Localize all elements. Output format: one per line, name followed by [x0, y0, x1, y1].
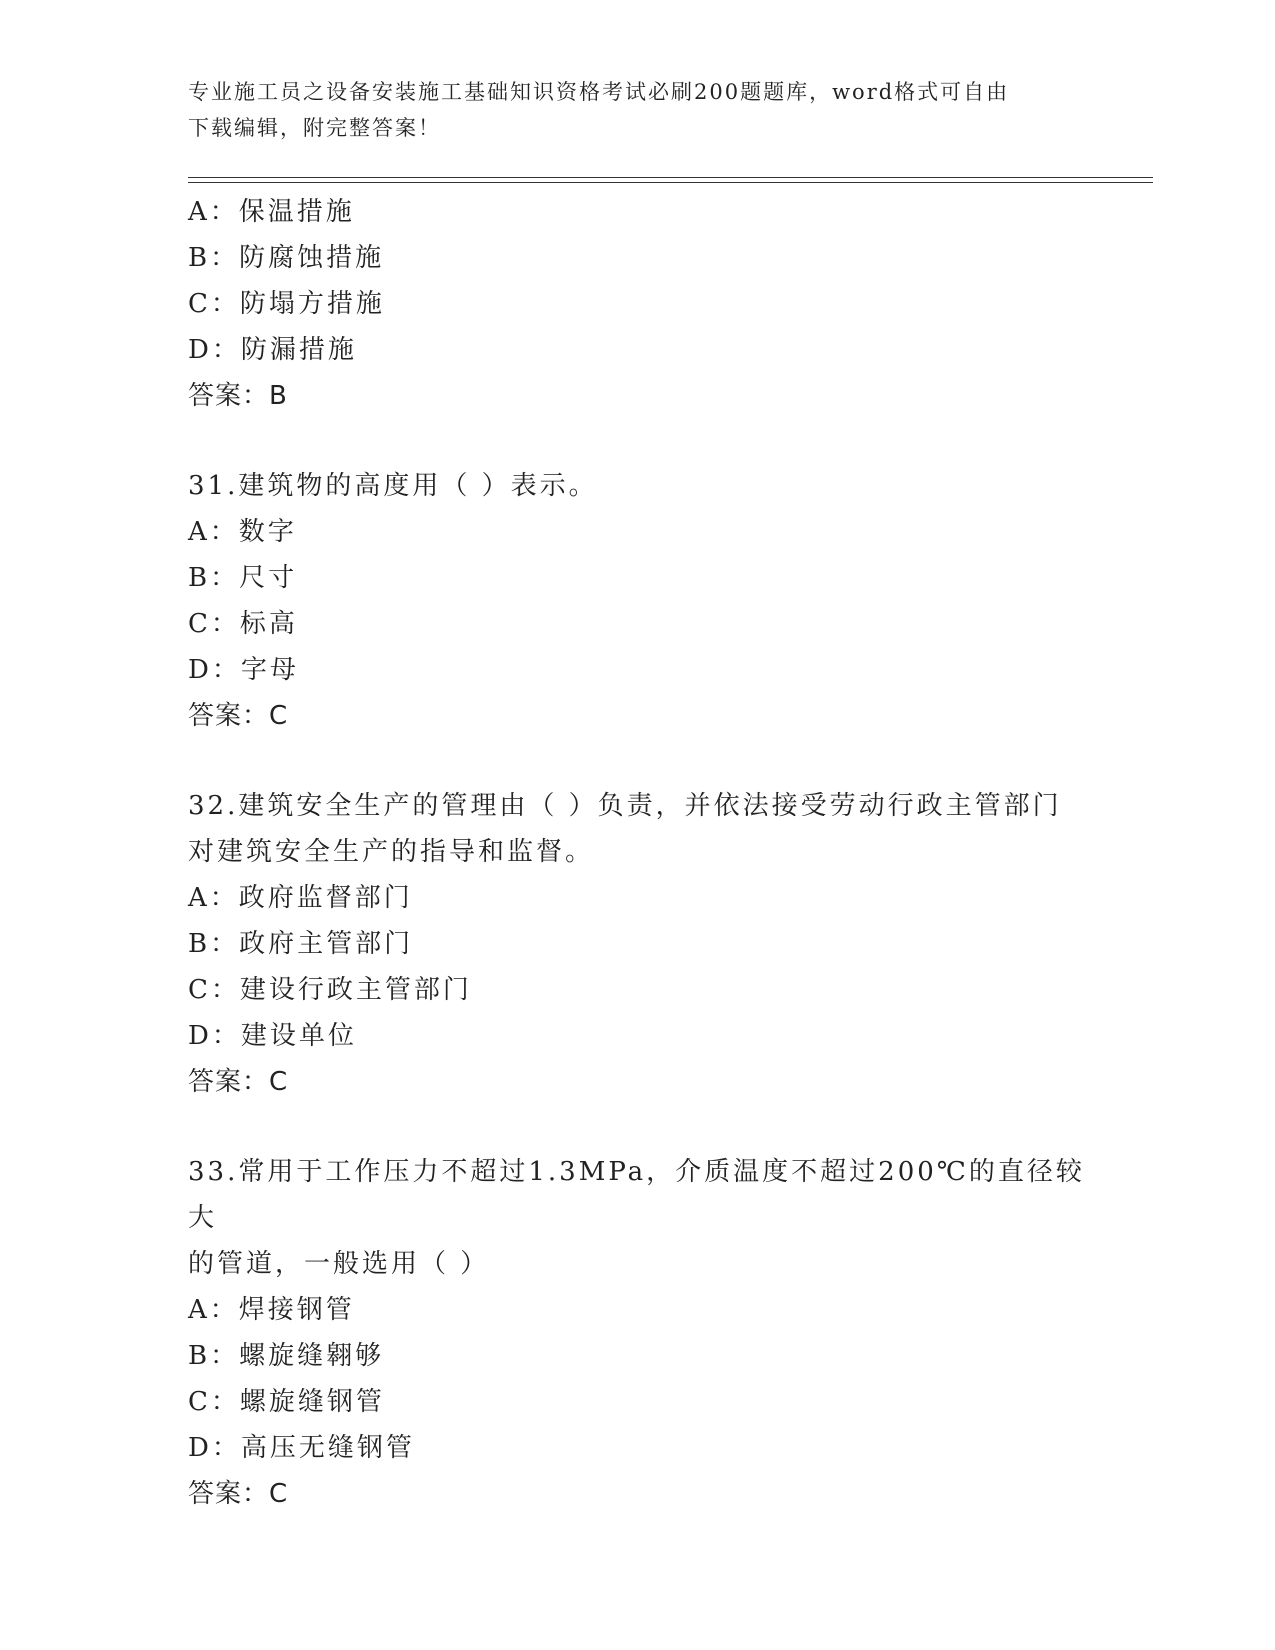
- option-d: D：防漏措施: [188, 335, 357, 365]
- document-header: [188, 74, 1068, 146]
- option-c: C：标高: [188, 609, 298, 639]
- question-stem-line-2: 对建筑安全生产的指导和监督。: [188, 837, 595, 867]
- option-a: A：数字: [188, 517, 297, 547]
- option-d: D：建设单位: [188, 1021, 357, 1051]
- question-content: [188, 189, 1088, 1517]
- spacer: [188, 1105, 1088, 1149]
- option-c: C：防塌方措施: [188, 289, 385, 319]
- answer-line: 答案：C: [188, 1067, 289, 1097]
- spacer: [188, 419, 1088, 463]
- option-b: B：螺旋缝翱够: [188, 1341, 385, 1371]
- option-b: B：尺寸: [188, 563, 298, 593]
- option-c: C：建设行政主管部门: [188, 975, 472, 1005]
- option-a: A：政府监督部门: [188, 883, 413, 913]
- option-a: A：焊接钢管: [188, 1295, 355, 1325]
- header-divider-bottom: [188, 182, 1153, 183]
- option-b: B：政府主管部门: [188, 929, 414, 959]
- option-b: B：防腐蚀措施: [188, 243, 385, 273]
- option-d: D：高压无缝钢管: [188, 1433, 415, 1463]
- header-line-1: 专业施工员之设备安装施工基础知识资格考试必刷200题题库，word格式可自由: [188, 80, 1010, 104]
- question-stem: 31.建筑物的高度用（ ）表示。: [188, 471, 598, 501]
- question-block-30: [188, 189, 1088, 419]
- question-stem-line-2: 的管道，一般选用（ ）: [188, 1249, 490, 1279]
- question-block-32: [188, 783, 1088, 1105]
- question-stem-line-1: 32.建筑安全生产的管理由（ ）负责，并依法接受劳动行政主管部门: [188, 791, 1062, 821]
- option-d: D：字母: [188, 655, 299, 685]
- question-block-31: [188, 463, 1088, 739]
- option-c: C：螺旋缝钢管: [188, 1387, 385, 1417]
- header-line-2: 下载编辑，附完整答案！: [188, 116, 441, 140]
- question-stem-line-1: 33.常用于工作压力不超过1.3MPa，介质温度不超过200℃的直径较大: [188, 1157, 1085, 1233]
- option-a: A：保温措施: [188, 197, 355, 227]
- answer-line: 答案：C: [188, 1479, 289, 1509]
- question-block-33: [188, 1149, 1088, 1517]
- spacer: [188, 739, 1088, 783]
- header-divider-top: [188, 177, 1153, 178]
- answer-line: 答案：C: [188, 701, 289, 731]
- answer-line: 答案：B: [188, 381, 288, 411]
